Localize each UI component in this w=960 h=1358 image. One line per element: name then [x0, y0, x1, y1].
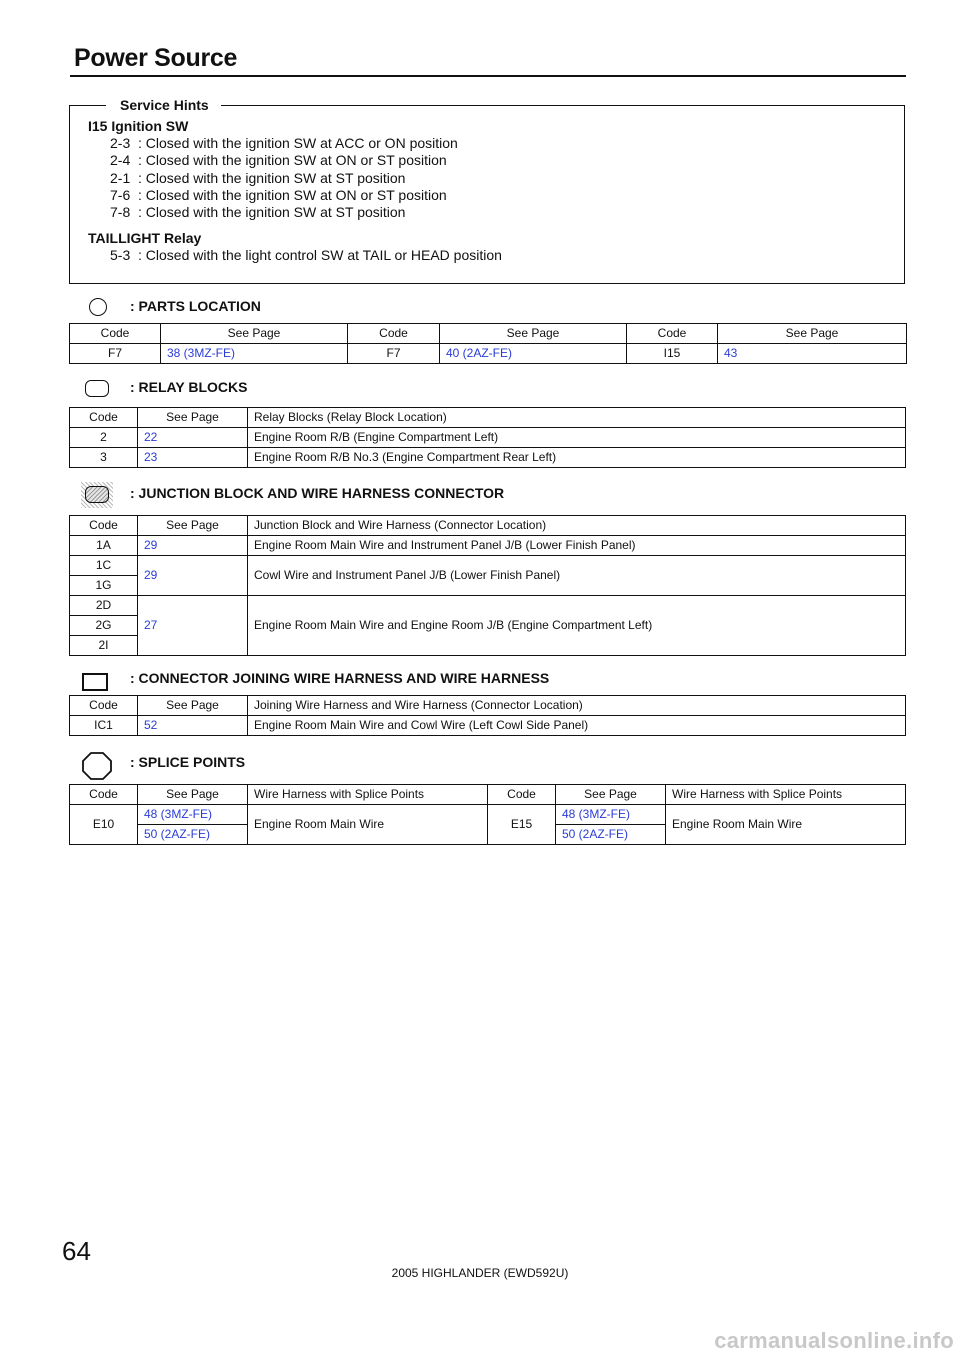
page-link[interactable]: 48 (3MZ-FE)	[556, 805, 666, 825]
table-row	[70, 556, 906, 576]
description-cell: Cowl Wire and Instrument Panel J/B (Lower Finish Panel)	[248, 556, 906, 596]
header-cell: Code	[70, 516, 138, 536]
page-link[interactable]: 48 (3MZ-FE)	[138, 805, 248, 825]
header-cell: Joining Wire Harness and Wire Harness (Connector Location)	[248, 696, 906, 716]
description-cell: Engine Room Main Wire and Instrument Panel J/B (Lower Finish Panel)	[248, 536, 906, 556]
page-link[interactable]: 29	[138, 556, 248, 596]
table-row	[70, 344, 907, 364]
description-cell: Engine Room R/B No.3 (Engine Compartment Rear Left)	[248, 448, 906, 468]
page-link[interactable]: 50 (2AZ-FE)	[556, 825, 666, 845]
junction-block-outline	[85, 486, 109, 503]
title-rule	[70, 75, 906, 77]
page-link[interactable]: 23	[138, 448, 248, 468]
code-cell: 2I	[70, 636, 138, 656]
splice-point-octagon-icon	[82, 752, 112, 780]
page-link[interactable]: 29	[138, 536, 248, 556]
page-link[interactable]: 52	[138, 716, 248, 736]
junction-block-table	[69, 515, 906, 656]
header-cell: See Page	[138, 785, 248, 805]
page-link[interactable]: 50 (2AZ-FE)	[138, 825, 248, 845]
hint-heading: I15 Ignition SW	[88, 118, 189, 134]
parts-location-circle-icon	[89, 298, 107, 316]
parts-location-table	[69, 323, 907, 364]
hint-line: 7-6 : Closed with the ignition SW at ON or ST position	[110, 186, 447, 203]
connector-joining-label: : CONNECTOR JOINING WIRE HARNESS AND WIRE HARNESS	[130, 670, 550, 686]
code-cell: F7	[348, 344, 440, 364]
junction-block-label: : JUNCTION BLOCK AND WIRE HARNESS CONNECTOR	[130, 485, 505, 501]
splice-points-label: : SPLICE POINTS	[130, 754, 246, 770]
connector-rect-icon	[82, 673, 108, 691]
description-cell: Engine Room Main Wire	[248, 805, 488, 845]
page-link[interactable]: 38 (3MZ-FE)	[161, 344, 348, 364]
page-link[interactable]: 27	[138, 596, 248, 656]
service-hints-legend: Service Hints	[106, 97, 221, 113]
service-hints-content	[88, 118, 502, 265]
page-link[interactable]: 43	[718, 344, 907, 364]
table-row	[70, 805, 906, 825]
relay-blocks-label: : RELAY BLOCKS	[130, 379, 248, 395]
relay-block-rounded-rect-icon	[85, 380, 109, 397]
header-cell: See Page	[138, 408, 248, 428]
header-cell: See Page	[138, 696, 248, 716]
header-cell: See Page	[161, 324, 348, 344]
table-row	[70, 448, 906, 468]
header-cell: See Page	[556, 785, 666, 805]
hint-line: 2-1 : Closed with the ignition SW at ST position	[110, 169, 406, 186]
header-cell: Code	[70, 785, 138, 805]
header-cell: See Page	[138, 516, 248, 536]
code-cell: 1C	[70, 556, 138, 576]
page-link[interactable]: 40 (2AZ-FE)	[440, 344, 627, 364]
header-cell: Code	[348, 324, 440, 344]
watermark: carmanualsonline.info	[714, 1328, 954, 1353]
document-footer: 2005 HIGHLANDER (EWD592U)	[391, 1266, 569, 1280]
table-row	[70, 596, 906, 616]
hint-line: 5-3 : Closed with the light control SW at TAIL or HEAD position	[110, 247, 502, 264]
code-cell: E10	[70, 805, 138, 845]
hint-line: 2-3 : Closed with the ignition SW at ACC or ON position	[110, 135, 458, 152]
connector-joining-table	[69, 695, 906, 736]
code-cell: IC1	[70, 716, 138, 736]
relay-blocks-table	[69, 407, 906, 468]
table-row	[70, 716, 906, 736]
code-cell: 1G	[70, 576, 138, 596]
description-cell: Engine Room R/B (Engine Compartment Left)	[248, 428, 906, 448]
header-cell: See Page	[440, 324, 627, 344]
hint-line: 2-4 : Closed with the ignition SW at ON or ST position	[110, 152, 447, 169]
header-cell: Relay Blocks (Relay Block Location)	[248, 408, 906, 428]
parts-location-label: : PARTS LOCATION	[130, 298, 261, 314]
description-cell: Engine Room Main Wire	[666, 805, 906, 845]
header-cell: Wire Harness with Splice Points	[666, 785, 906, 805]
code-cell: 2D	[70, 596, 138, 616]
code-cell: F7	[70, 344, 161, 364]
header-cell: Code	[70, 324, 161, 344]
page-link[interactable]: 22	[138, 428, 248, 448]
code-cell: E15	[488, 805, 556, 845]
header-cell: Wire Harness with Splice Points	[248, 785, 488, 805]
header-cell: Code	[627, 324, 718, 344]
header-cell: See Page	[718, 324, 907, 344]
page-number: 64	[62, 1236, 91, 1266]
description-cell: Engine Room Main Wire and Engine Room J/B (Engine Compartment Left)	[248, 596, 906, 656]
code-cell: 2	[70, 428, 138, 448]
code-cell: I15	[627, 344, 718, 364]
header-cell: Junction Block and Wire Harness (Connector Location)	[248, 516, 906, 536]
code-cell: 3	[70, 448, 138, 468]
page-title: Power Source	[74, 44, 238, 72]
table-row	[70, 536, 906, 556]
code-cell: 2G	[70, 616, 138, 636]
code-cell: 1A	[70, 536, 138, 556]
header-cell: Code	[70, 408, 138, 428]
hint-heading: TAILLIGHT Relay	[88, 230, 202, 247]
splice-points-table	[69, 784, 906, 845]
header-cell: Code	[488, 785, 556, 805]
table-row	[70, 428, 906, 448]
description-cell: Engine Room Main Wire and Cowl Wire (Left Cowl Side Panel)	[248, 716, 906, 736]
header-cell: Code	[70, 696, 138, 716]
hint-line: 7-8 : Closed with the ignition SW at ST position	[110, 204, 406, 221]
